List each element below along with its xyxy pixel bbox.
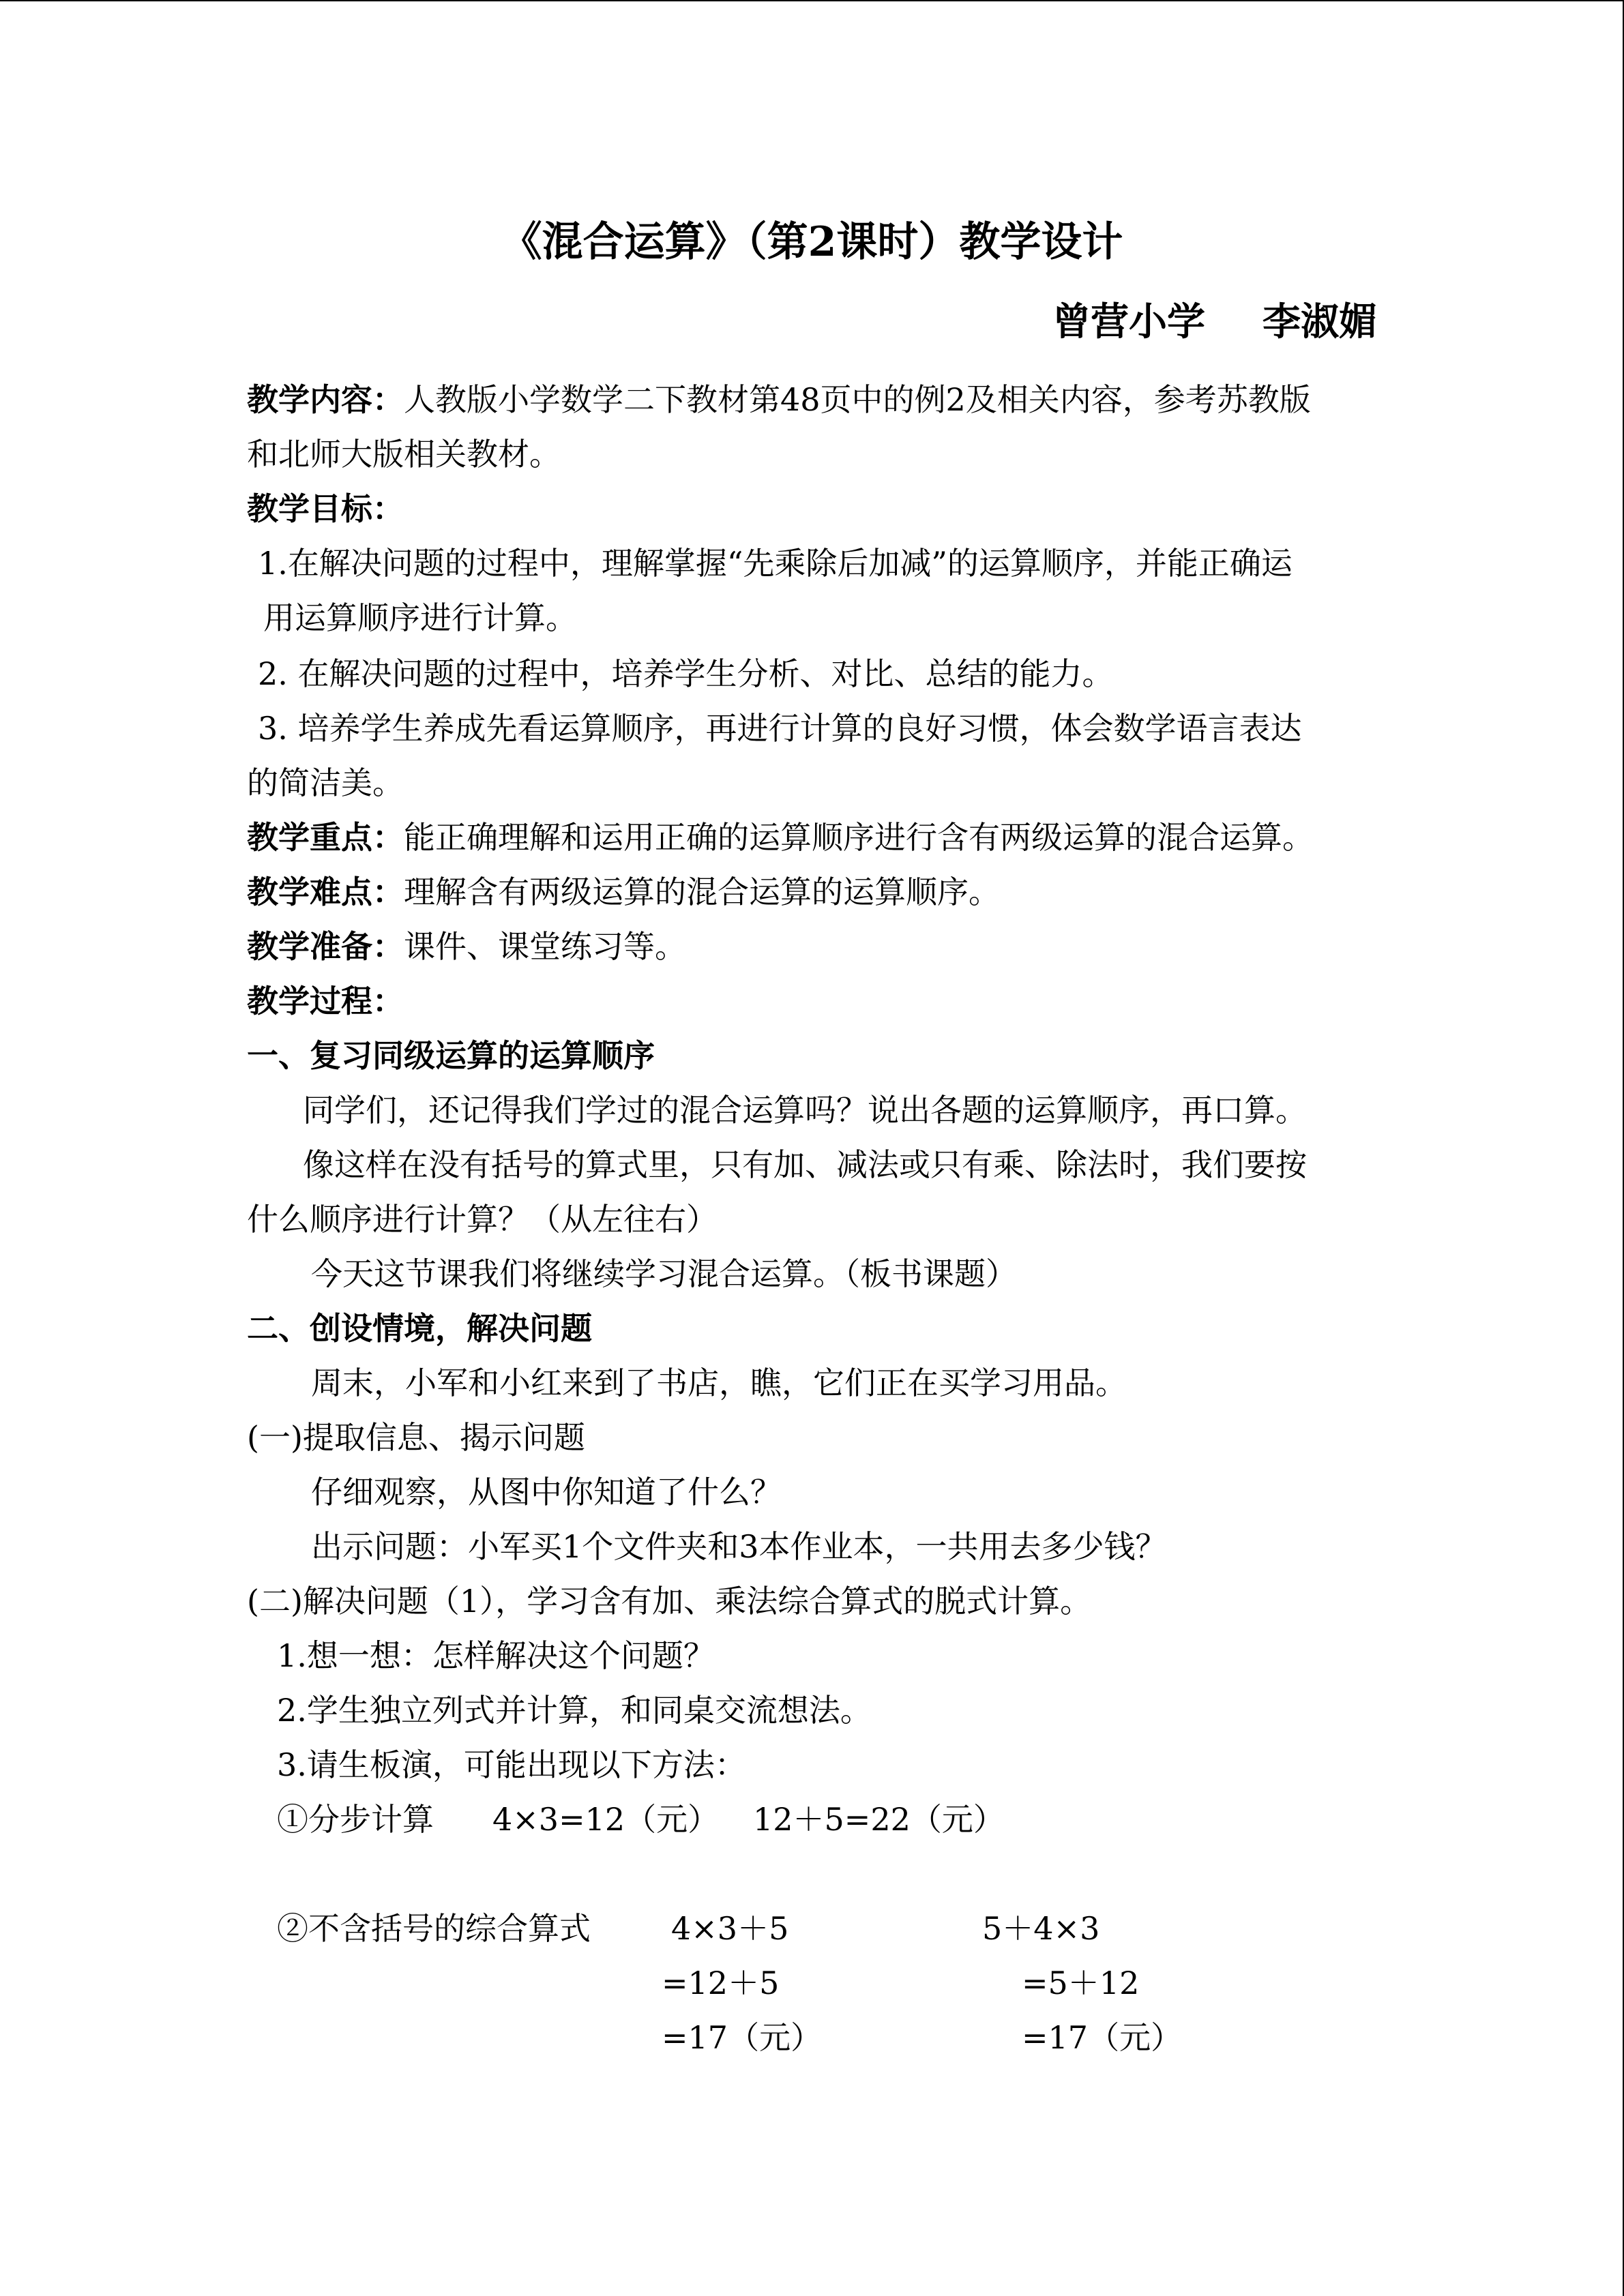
author-school: 曾营小学 bbox=[1052, 299, 1205, 344]
preparation-text: 课件、课堂练习等。 bbox=[404, 928, 686, 965]
content-line-2: 和北师大版相关教材。 bbox=[247, 436, 561, 473]
difficulty-text: 理解含有两级运算的混合运算的运算顺序。 bbox=[404, 874, 1000, 910]
content-label: 教学内容： bbox=[247, 381, 404, 418]
section-1-paragraph-1: 同学们，还记得我们学过的混合运算吗？说出各题的运算顺序，再口算。 bbox=[303, 1092, 1307, 1129]
content-line-1 bbox=[247, 379, 1311, 420]
section-2-intro: 周末，小军和小红来到了书店，瞧，它们正在买学习用品。 bbox=[311, 1365, 1127, 1401]
method-1-label: ①分步计算 bbox=[277, 1801, 434, 1838]
difficulty-line bbox=[247, 871, 1000, 912]
part-2-step-1: 1.想一想：怎样解决这个问题？ bbox=[277, 1637, 715, 1674]
section-2-heading: 二、创设情境，解决问题 bbox=[247, 1310, 592, 1347]
method-1-calc-1: 4×3=12（元） bbox=[492, 1801, 720, 1838]
section-1-paragraph-3: 今天这节课我们将继续学习混合运算。（板书课题） bbox=[311, 1255, 1017, 1292]
method-2-expr-1-step-3: =17（元） bbox=[662, 2019, 823, 2056]
document-title: 《混合运算》（第2课时）教学设计 bbox=[501, 218, 1123, 266]
objective-3-line-2: 的简洁美。 bbox=[247, 764, 404, 801]
section-1-heading: 一、复习同级运算的运算顺序 bbox=[247, 1037, 655, 1074]
objective-1-line-2: 用运算顺序进行计算。 bbox=[263, 599, 577, 636]
key-point-line bbox=[247, 817, 1314, 858]
section-1-paragraph-2-line-2: 什么顺序进行计算？（从左往右） bbox=[247, 1201, 718, 1238]
content-text-1: 人教版小学数学二下教材第48页中的例2及相关内容，参考苏教版 bbox=[404, 381, 1311, 418]
part-1-heading: (一)提取信息、揭示问题 bbox=[247, 1419, 585, 1456]
method-2-expr-1-step-2: =12＋5 bbox=[662, 1965, 780, 2001]
preparation-line bbox=[247, 926, 686, 967]
objective-3-line-1: 3. 培养学生养成先看运算顺序，再进行计算的良好习惯，体会数学语言表达 bbox=[258, 710, 1302, 747]
part-2-step-2: 2.学生独立列式并计算，和同桌交流想法。 bbox=[277, 1692, 872, 1729]
method-2-expr-1-step-1: 4×3＋5 bbox=[671, 1910, 789, 1947]
part-2-heading: (二)解决问题（1），学习含有加、乘法综合算式的脱式计算。 bbox=[247, 1583, 1092, 1620]
objective-2: 2. 在解决问题的过程中，培养学生分析、对比、总结的能力。 bbox=[258, 655, 1114, 692]
author-line bbox=[1052, 297, 1377, 346]
objectives-label: 教学目标： bbox=[247, 490, 404, 527]
part-1-paragraph-2: 出示问题：小军买1个文件夹和3本作业本，一共用去多少钱？ bbox=[311, 1528, 1167, 1565]
key-point-label: 教学重点： bbox=[247, 819, 404, 856]
difficulty-label: 教学难点： bbox=[247, 874, 404, 910]
part-2-step-3: 3.请生板演，可能出现以下方法： bbox=[277, 1746, 746, 1783]
preparation-label: 教学准备： bbox=[247, 928, 404, 965]
method-2-expr-2-step-1: 5＋4×3 bbox=[982, 1910, 1100, 1947]
key-point-text: 能正确理解和运用正确的运算顺序进行含有两级运算的混合运算。 bbox=[404, 819, 1314, 856]
author-name: 李淑媚 bbox=[1263, 299, 1377, 344]
section-1-paragraph-2-line-1: 像这样在没有括号的算式里，只有加、减法或只有乘、除法时，我们要按 bbox=[303, 1146, 1307, 1183]
part-1-paragraph-1: 仔细观察，从图中你知道了什么？ bbox=[311, 1474, 782, 1510]
method-2-expr-2-step-3: =17（元） bbox=[1022, 2019, 1183, 2056]
method-1-calc-2: 12＋5=22（元） bbox=[753, 1801, 1005, 1838]
method-2-expr-2-step-2: =5＋12 bbox=[1022, 1965, 1140, 2001]
process-label: 教学过程： bbox=[247, 983, 404, 1019]
objective-1-line-1: 1.在解决问题的过程中，理解掌握“先乘除后加减”的运算顺序，并能正确运 bbox=[258, 545, 1293, 582]
method-2-label: ②不含括号的综合算式 bbox=[277, 1910, 591, 1947]
